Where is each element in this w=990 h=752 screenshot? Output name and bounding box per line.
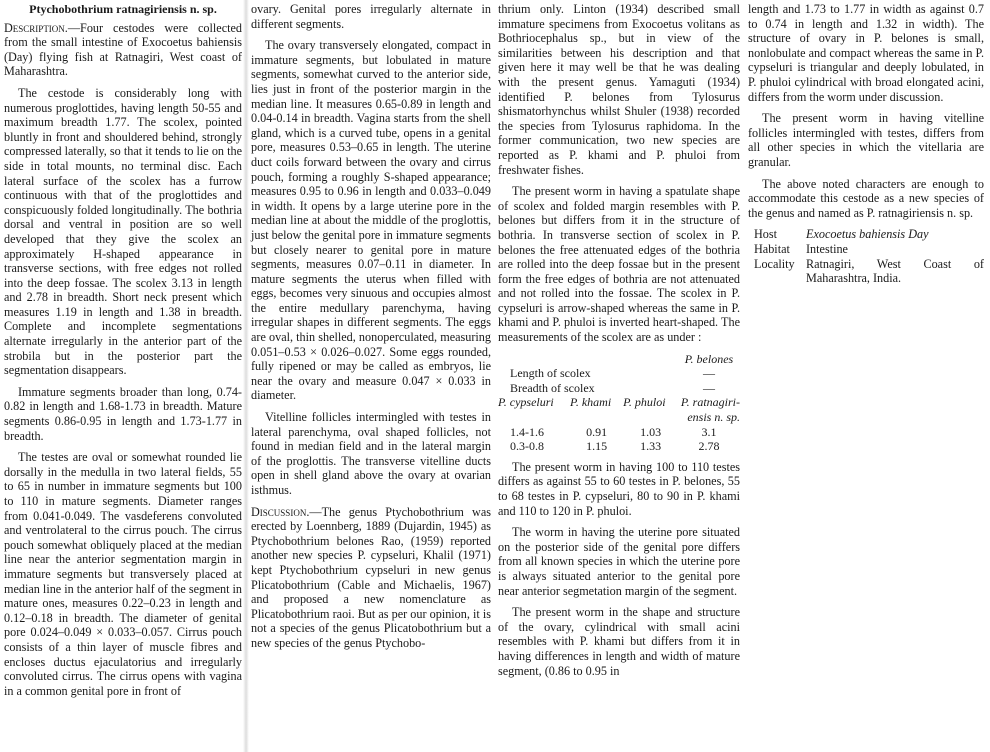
table-cell: 3.1 [701,424,717,439]
table-header: P. phuloi [623,395,666,410]
paragraph: The above noted characters are enough to accommodate this cestode as a new species of the genus and named as P. ratnagiriensis n. sp. [748,176,984,220]
paragraph: Vitelline follicles intermingled with testes in lateral parenchyma, oval shaped follicles, not found in median field and in the lateral margin of the proglottis. The transverse vitelline ducts open in shell gland above the ovary at ovarian isthmus. [251,410,491,497]
discussion-text: —The genus Ptychobothrium was erected by Loennberg, 1889 (Dujardin, 1945) as Ptychobothrium belones Rao, (1959) reported another new species P. cypseluri, Khalil (1971) kept Ptychobothrium cypseluri in new genus Plicatobothrium (Cable and Michaelis, 1967) and proposed a new nomenclature as Plicatobothrium raoi. But as per our opinion, it is not a species of the genus Plicatobothrium but a new species of the genus Ptychobo- [251,504,491,650]
table-row [498,425,740,440]
description-text: —Four cestodes were collected from the small intestine of Exocoetus bahiensis (Day) flying fish at Ratnagiri, West coast of Maharashtra. [4,20,242,79]
column-4 [748,2,984,286]
table-header: P. khami [570,395,612,410]
specimen-info [754,227,984,285]
table-cell: Breadth of scolex [510,380,595,395]
paragraph: length and 1.73 to 1.77 in width as against 0.7 to 0.74 in length and 1.32 in width). The structure of ovary in P. belones is small, nonlobulate and compact whereas the same in P. cypseluri is triangular and deeply lobulated, in P. phuloi cylindrical with broad elongated acini, differs from the worm under discussion. [748,2,984,104]
paragraph: ovary. Genital pores irregularly alternate in different segments. [251,2,491,31]
habitat-value: Intestine [806,241,848,256]
table-cell: Length of scolex [510,366,591,381]
host-value: Exocoetus bahiensis Day [806,227,929,242]
paragraph: The testes are oval or somewhat rounded lie dorsally in the medulla in two lateral fields, 55 to 65 in number in immature segments but 100 to 110 in mature segments. Diameter ranges from 0.041-0.049. The vasdeferens convoluted and ventrolateral to the cirrus pouch. The cirrus pouch somewhat obliquely placed at the median line near the anterior segmentation margin in immature segments but transversely placed at median line in the anterior half of the segment in mature ones, measures 0.22–0.23 in length and 0.12–0.18 in breadth. The diameter of genital pore 0.024–0.049 × 0.033–0.057. Cirrus pouch consists of a thin layer of muscle fibres and encloses ductus ejaculatorius and irregularly convoluted cirrus. The cirrus opens with vagina in a common genital pore in front of [4,450,242,698]
discussion-paragraph [251,505,491,651]
paragraph: The present worm in having 100 to 110 testes differs as against 55 to 60 testes in P. belones, 55 to 68 testes in P. cypseluri, 80 to 90 in P. khami and 110 to 120 in P. phuloi. [498,459,740,518]
paragraph: The present worm in having vitelline follicles intermingled with testes, differs from all other species in which the vitellaria are granular. [748,111,984,169]
table-cell: 0.3-0.8 [510,439,544,454]
locality-label: Locality [754,256,795,271]
table-cell: 2.78 [698,439,720,454]
table-cell: 1.33 [640,439,662,454]
host-label: Host [754,227,778,242]
table-row [498,439,740,454]
table-cell: 1.15 [586,439,608,454]
paragraph: thrium only. Linton (1934) described small immature specimens from Exocoetus volitans as Bothriocephalus sp., but in view of the similarities between his description and that given here it may well be that he was dealing with the present genus. Yamaguti (1934) identified P. belones from Tylosurus shismatorhynchus whilst Shuler (1938) recorded the species from Tylosurus raphidoma. In the former communication, two new species are reported as P. khami and P. phuloi from freshwater fishes. [498,2,740,177]
column-1 [4,2,242,705]
column-3 [498,2,740,685]
table-cell: 1.03 [640,424,662,439]
table-row [498,381,740,396]
description-paragraph [4,21,242,79]
table-header: P. cypseluri [498,395,554,410]
paragraph: The present worm in the shape and structure of the ovary, cylindrical with small acini resembles with P. khami but differs from it in having differences in length and width of mature segment, (0.86 to 0.95 in [498,605,740,678]
page-gutter-shadow [243,0,249,752]
habitat-label: Habitat [754,241,790,256]
table-row [498,366,740,381]
paragraph: Immature segments broader than long, 0.74-0.82 in length and 1.68-1.73 in breadth. Mature segments 0.86-0.95 in length and 1.73-1.77 in breadth. [4,384,242,443]
paragraph: The worm in having the uterine pore situated on the posterior side of the genital pore differs from all known species in which the uterine pore is always situated anterior to the genital pore near anterior segmetation margin of the segment. [498,525,740,598]
table-cell: — [703,366,715,381]
table-cell: — [703,380,715,395]
column-2 [251,2,491,658]
paragraph: The ovary transversely elongated, compact in immature segments, but lobulated in mature segments, somewhat curved to the anterior side, lies just in front of the posterior margin in the median line. It measures 0.65-0.89 in length and 0.04-0.14 in breadth. Vagina starts from the shell gland, which is a curved tube, opens in a genital pore, measures 0.53–0.65 in length. The uterine duct coils forward between the ovary and cirrus pouch, forming a roughly S-shaped appearance; measures 0.95 to 0.96 in length and 0.033–0.049 in width. It opens by a large uterine pore in the median line at about the middle of the proglottis, just below the genital pore in immature segments but closely nearer to genital pore in mature segments, measures 0.07–0.11 in diameter. In mature segments the uterus when filled with eggs, becomes very sinuous and occupies almost the entire medullary parenchyma, having irregular shapes in different segments. The eggs are oval, thin shelled, nonoperculated, measuring 0.051–0.53 × 0.026–0.027. Some eggs rounded, fully ripened or may be called as embryos, lie near the ovary and measure 0.047 × 0.033 in diameter. [251,38,491,403]
table-cell: 1.4-1.6 [510,424,544,439]
discussion-label: Discussion. [251,504,310,519]
description-label: Description. [4,20,68,35]
paragraph: The present worm in having a spatulate shape of scolex and folded margin resembles with P. belones but differs from it in the structure of bothria. In transverse section of scolex in P. belones the free attenuated edges of the bothria are rolled into the deep fossae but in the present form the free edges of bothria are not attenuated and not rolled into the fossae. The scolex in P. cypseluri is arrow-shaped whereas the same in P. khami and P. phuloi is inverted heart-shaped. The measurements of the scolex are as under : [498,184,740,345]
table-header: P. ratnagiri-ensis n. sp. [680,395,740,425]
scolex-measurement-table [498,352,740,454]
paragraph: The cestode is considerably long with numerous proglottides, having length 50-55 and maximum breadth 1.77. The scolex, pointed bluntly in front and shouldered behind, strongly compressed laterally, so that it tends to lie on the side in total mounts, no terminal disc. Each lateral surface of the scolex has a furrow continuous with that of the proglottides and conspicuously folded longitudinally. The bothria dorsal and ventral in position are so well developed that they give the scolex an approximately H-shaped appearance in transverse sections, with free edges not rolled into the deep fossae. The scolex 3.13 in length and 2.78 in breadth. Short neck present which measures 1.19 in length and 1.38 in breadth. Complete and incomplete segmentations alternate irregularly in the anterior part of the strobila but in the posterior part the segmentation disappears. [4,85,242,378]
table-header: P. belones [684,351,734,366]
locality-value: Ratnagiri, West Coast of Maharashtra, India. [806,256,984,286]
species-title: Ptychobothrium ratnagiriensis n. sp. [29,2,217,16]
table-cell: 0.91 [586,424,608,439]
